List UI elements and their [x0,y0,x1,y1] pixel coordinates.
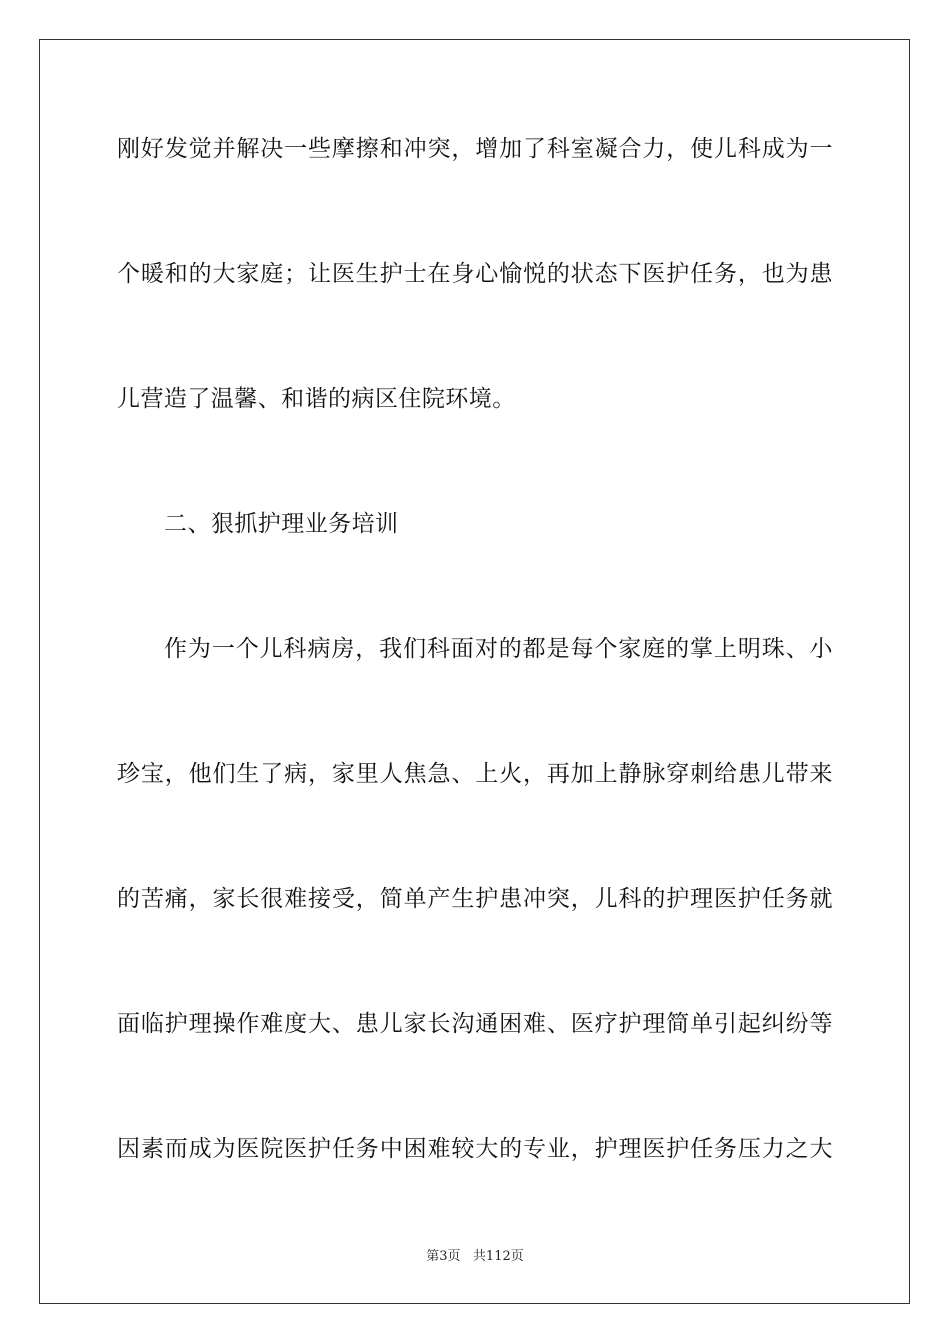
section-heading: 二、狠抓护理业务培训 [164,511,399,537]
paragraph-line: 因素而成为医院医护任务中困难较大的专业，护理医护任务压力之大 [117,1136,833,1162]
paragraph-line: 作为一个儿科病房，我们科面对的都是每个家庭的掌上明珠、小 [164,636,833,662]
page-footer [0,1248,950,1266]
page-total: 共112页 [472,1249,524,1264]
paragraph-line: 个暖和的大家庭；让医生护士在身心愉悦的状态下医护任务，也为患 [117,261,833,287]
paragraph-line: 儿营造了温馨、和谐的病区住院环境。 [117,386,516,412]
page-number: 第3页 [426,1249,461,1264]
paragraph-line: 面临护理操作难度大、患儿家长沟通困难、医疗护理简单引起纠纷等 [117,1011,833,1037]
paragraph-line: 珍宝，他们生了病，家里人焦急、上火，再加上静脉穿刺给患儿带来 [117,761,833,787]
paragraph-line: 的苦痛，家长很难接受，简单产生护患冲突，儿科的护理医护任务就 [117,886,833,912]
paragraph-line: 刚好发觉并解决一些摩擦和冲突，增加了科室凝合力，使儿科成为一 [117,136,833,162]
page-border [39,39,910,1304]
